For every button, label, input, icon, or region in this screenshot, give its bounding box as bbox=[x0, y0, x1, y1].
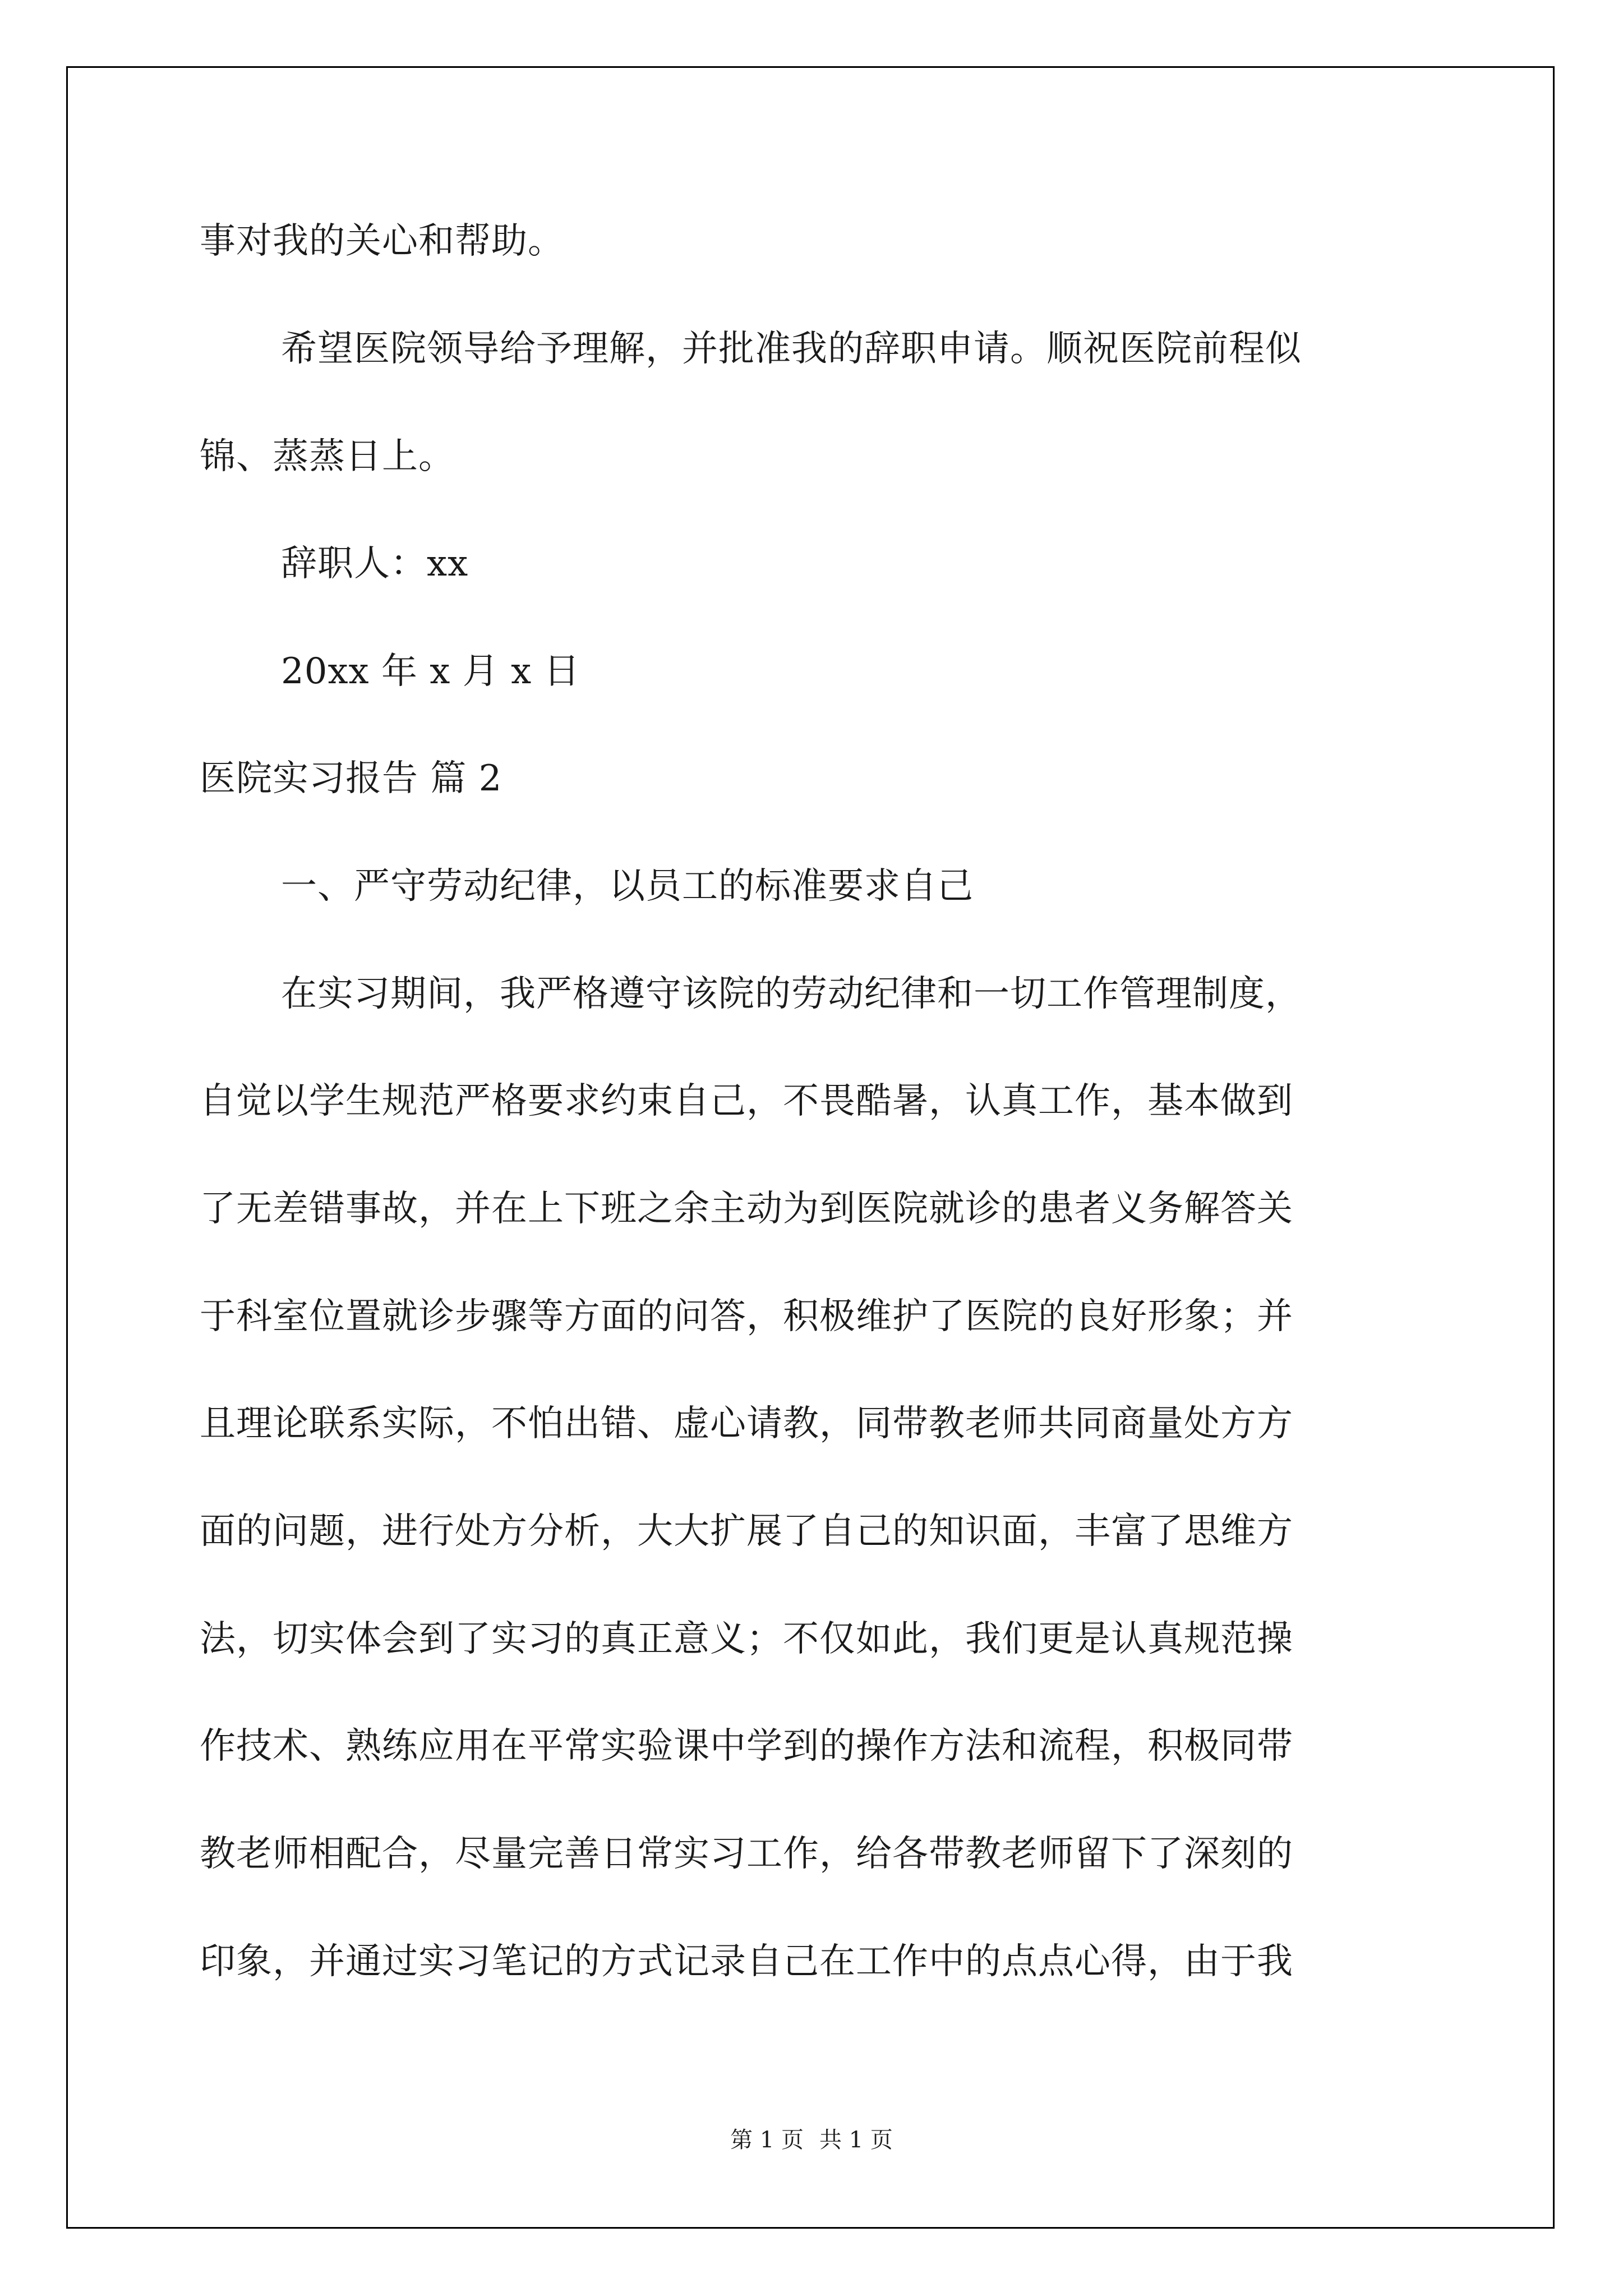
section-heading: 医院实习报告 篇 2 bbox=[200, 758, 502, 799]
page-total: 共 1 页 bbox=[819, 2127, 893, 2153]
text-line: 事对我的关心和帮助。 bbox=[200, 220, 564, 262]
text-line: 且理论联系实际，不怕出错、虚心请教，同带教老师共同商量处方方 bbox=[200, 1403, 1293, 1444]
text-line: 法，切实体会到了实习的真正意义；不仅如此，我们更是认真规范操 bbox=[200, 1618, 1293, 1660]
text-line: 于科室位置就诊步骤等方面的问答，积极维护了医院的良好形象；并 bbox=[200, 1296, 1293, 1337]
text-line: 面的问题，进行处方分析，大大扩展了自己的知识面，丰富了思维方 bbox=[200, 1511, 1293, 1552]
text-line: 了无差错事故，并在上下班之余主动为到医院就诊的患者义务解答关 bbox=[200, 1188, 1293, 1230]
text-line: 20xx 年 x 月 x 日 bbox=[281, 651, 580, 692]
page-number: 第 1 页 bbox=[730, 2127, 804, 2153]
text-line: 教老师相配合，尽量完善日常实习工作，给各带教老师留下了深刻的 bbox=[200, 1833, 1293, 1875]
text-line: 希望医院领导给予理解，并批准我的辞职申请。顺祝医院前程似 bbox=[281, 328, 1302, 370]
text-line: 辞职人：xx bbox=[281, 543, 469, 585]
page-footer bbox=[0, 2126, 1623, 2154]
text-line: 印象，并通过实习笔记的方式记录自己在工作中的点点心得，由于我 bbox=[200, 1941, 1293, 1982]
text-line: 锦、蒸蒸日上。 bbox=[200, 436, 455, 477]
page-border bbox=[66, 66, 1555, 2229]
subheading: 一、严守劳动纪律，以员工的标准要求自己 bbox=[281, 866, 974, 907]
text-line: 自觉以学生规范严格要求约束自己，不畏酷暑，认真工作，基本做到 bbox=[200, 1080, 1293, 1122]
text-line: 在实习期间，我严格遵守该院的劳动纪律和一切工作管理制度， bbox=[281, 973, 1302, 1015]
text-line: 作技术、熟练应用在平常实验课中学到的操作方法和流程，积极同带 bbox=[200, 1726, 1293, 1767]
